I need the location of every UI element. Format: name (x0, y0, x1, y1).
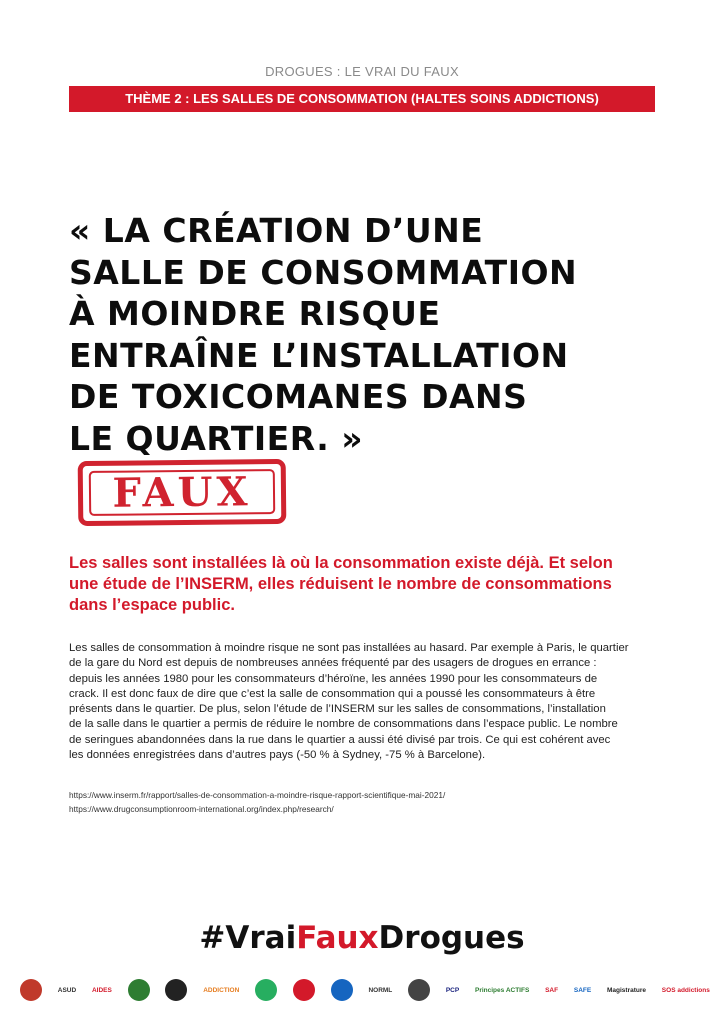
logo-syndicat-magistrature (607, 972, 646, 1008)
logo-partner-7 (255, 972, 277, 1008)
logo-badge (20, 979, 42, 1001)
verdict-label: FAUX (89, 469, 275, 516)
logo-federation-addiction (203, 972, 239, 1008)
logo-text: PCP (445, 986, 460, 994)
hashtag-part: #Vrai (199, 920, 297, 956)
logo-association-1 (20, 972, 42, 1008)
quote-line: À MOINDRE RISQUE (69, 294, 441, 333)
source-link[interactable]: https://www.drugconsumptionroom-international.org/index.php/research/ (69, 804, 334, 814)
logo-medecins-du-monde (331, 972, 353, 1008)
logo-pcp (446, 972, 459, 1008)
body-line: Les salles de consommation à moindre risque ne sont pas installées au hasard. Par exemple à Paris, le quartier (69, 642, 629, 654)
logo-oip (408, 972, 430, 1008)
logo-aides (92, 972, 112, 1008)
logo-text: ASUD (57, 986, 77, 994)
body-line: de seringues abandonnées dans la rue dans le quartier a aussi été divisé par trois. Ce qui est cohérent avec (69, 733, 611, 746)
logo-text: SOS addictions (661, 986, 710, 994)
lede-line: dans l’espace public. (69, 596, 235, 614)
logo-saf (545, 972, 558, 1008)
body-line: présents dans le quartier. De plus, selon l’étude de l’INSERM sur les salles de consommations, l’installation (69, 703, 606, 716)
logo-sos-addictions (662, 972, 710, 1008)
lede-paragraph (69, 553, 657, 616)
quote-headline (69, 210, 629, 459)
body-line: de la salle dans le quartier a permis de réduire le nombre de consommations dans l’espace public. Le nombre (69, 718, 618, 731)
logo-partner-5 (165, 972, 187, 1008)
quote-line: ENTRAÎNE L’INSTALLATION (69, 335, 569, 375)
logo-badge (255, 979, 277, 1001)
logo-badge (331, 979, 353, 1001)
logo-badge (165, 979, 187, 1001)
logo-principes-actifs (475, 972, 529, 1008)
logo-badge (128, 979, 150, 1001)
logo-badge (293, 979, 315, 1001)
logo-text: SAF (545, 986, 559, 994)
quote-line: LE QUARTIER. » (69, 418, 364, 458)
logo-badge (408, 979, 430, 1001)
lede-line: une étude de l’INSERM, elles réduisent le nombre de consommations (69, 575, 612, 593)
logo-text: Magistrature (607, 986, 647, 994)
logo-text: Principes ACTIFS (475, 986, 530, 994)
theme-banner: THÈME 2 : LES SALLES DE CONSOMMATION (HALTES SOINS ADDICTIONS) (69, 86, 655, 112)
hashtag-part: Faux (296, 920, 379, 956)
hashtag-part: Drogues (378, 920, 525, 956)
logo-safe (574, 972, 591, 1008)
partner-logos (20, 970, 710, 1010)
body-line: les données enregistrées dans d’autres pays (-50 % à Sydney, -75 % à Barcelone). (69, 749, 486, 762)
sources-list (69, 788, 657, 816)
logo-norml (368, 972, 392, 1008)
body-line: de la gare du Nord est depuis de nombreuses années fréquenté par des usagers de drogues en errance : (69, 657, 597, 670)
quote-line: DE TOXICOMANES DANS (69, 377, 528, 416)
hashtag (0, 920, 724, 956)
logo-text: SAFE (573, 986, 592, 994)
logo-text: ADDICTION (203, 986, 240, 994)
quote-line: « LA CRÉATION D’UNE (69, 211, 484, 250)
logo-partner-4 (128, 972, 150, 1008)
body-paragraph (69, 641, 657, 763)
verdict-stamp (78, 459, 287, 526)
logo-ligue-droits-homme (293, 972, 315, 1008)
lede-line: Les salles sont installées là où la consommation existe déjà. Et selon (69, 554, 613, 572)
logo-asud (58, 972, 76, 1008)
body-line: depuis les années 1980 pour les consommateurs d’héroïne, les années 1990 pour les consommateurs de (69, 672, 598, 685)
body-line: crack. Il est donc faux de dire que c’est la salle de consommation qui a poussé les consommateurs à être (69, 687, 596, 700)
logo-text: AIDES (91, 986, 112, 994)
source-link[interactable]: https://www.inserm.fr/rapport/salles-de-consommation-a-moindre-risque-rapport-scientifique-mai-2021/ (69, 790, 446, 800)
series-title: DROGUES : LE VRAI DU FAUX (265, 64, 459, 79)
quote-line: SALLE DE CONSOMMATION (69, 252, 578, 292)
logo-text: NORML (368, 986, 393, 994)
